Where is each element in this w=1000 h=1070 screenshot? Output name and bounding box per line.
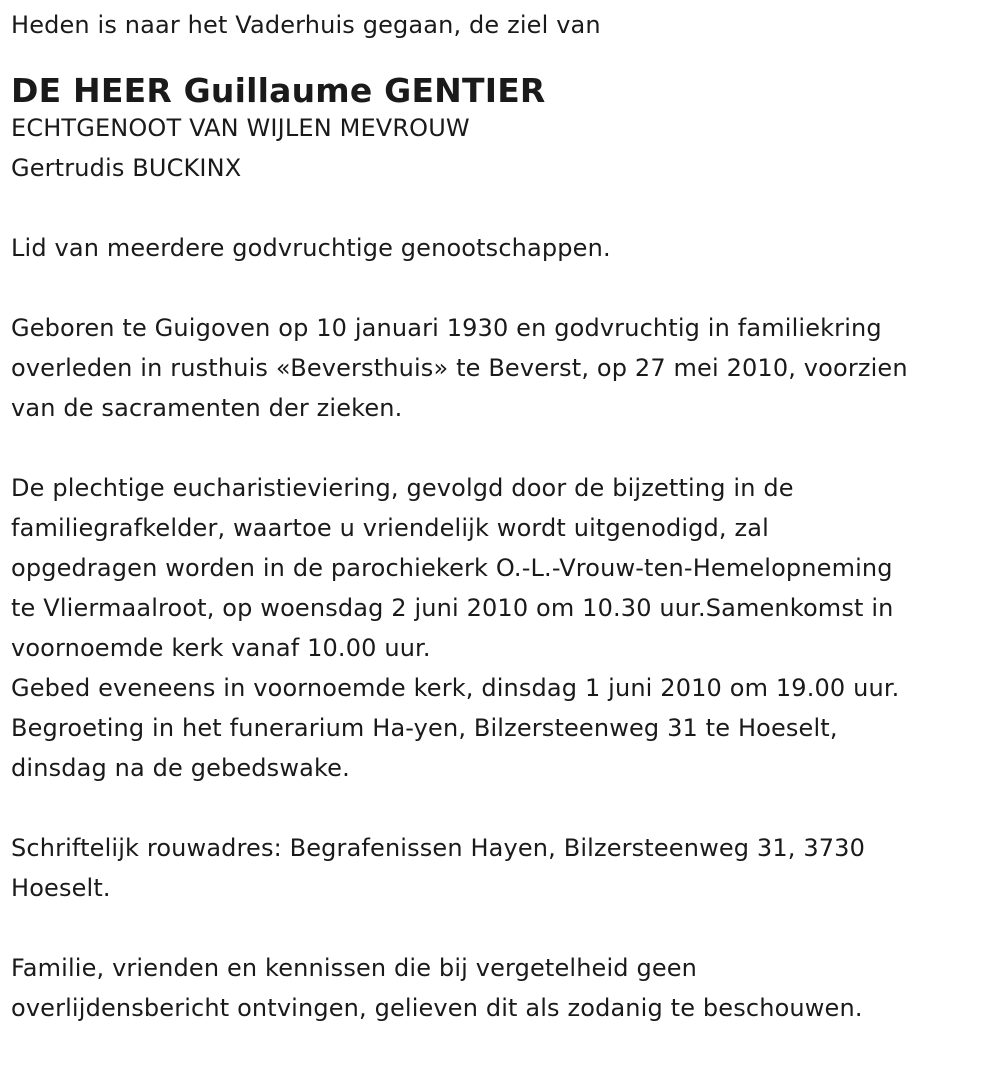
paragraph-line: Familie, vrienden en kennissen die bij vergetelheid geen xyxy=(11,954,698,982)
death-notice xyxy=(11,0,991,1028)
paragraph-line: dinsdag na de gebedswake. xyxy=(11,754,350,782)
deceased-name: DE HEER Guillaume GENTIER xyxy=(11,71,546,110)
paragraph-line: voornoemde kerk vanaf 10.00 uur. xyxy=(11,634,431,662)
paragraph-line: overlijdensbericht ontvingen, gelieven dit als zodanig te beschouwen. xyxy=(11,994,863,1022)
paragraph-line: opgedragen worden in de parochiekerk O.-L.-Vrouw-ten-Hemelopneming xyxy=(11,554,893,582)
paragraph-line: De plechtige eucharistieviering, gevolgd door de bijzetting in de xyxy=(11,474,794,502)
paragraph-line: familiegrafkelder, waartoe u vriendelijk wordt uitgenodigd, zal xyxy=(11,514,769,542)
paragraph-line: Schriftelijk rouwadres: Begrafenissen Hayen, Bilzersteenweg 31, 3730 xyxy=(11,834,865,862)
paragraph-line: Gebed eveneens in voornoemde kerk, dinsdag 1 juni 2010 om 19.00 uur. xyxy=(11,674,900,702)
intro-text: Heden is naar het Vaderhuis gegaan, de ziel van xyxy=(11,11,601,39)
spouse-block xyxy=(11,108,991,188)
paragraph-line: van de sacramenten der zieken. xyxy=(11,394,403,422)
paragraph-line: te Vliermaalroot, op woensdag 2 juni 2010 om 10.30 uur.Samenkomst in xyxy=(11,594,894,622)
ceremony-paragraph xyxy=(11,468,991,788)
paragraph-line: Begroeting in het funerarium Ha-yen, Bilzersteenweg 31 te Hoeselt, xyxy=(11,714,838,742)
spouse-name: Gertrudis BUCKINX xyxy=(11,154,242,182)
address-paragraph xyxy=(11,828,991,908)
membership-text: Lid van meerdere godvruchtige genootschappen. xyxy=(11,234,611,262)
spouse-title: ECHTGENOOT VAN WIJLEN MEVROUW xyxy=(11,114,470,142)
membership-paragraph xyxy=(11,228,991,268)
birth-death-paragraph xyxy=(11,308,991,428)
paragraph-line: overleden in rusthuis «Beversthuis» te Beverst, op 27 mei 2010, voorzien xyxy=(11,354,908,382)
closing-paragraph xyxy=(11,948,991,1028)
paragraph-line: Geboren te Guigoven op 10 januari 1930 en godvruchtig in familiekring xyxy=(11,314,882,342)
paragraph-line: Hoeselt. xyxy=(11,874,111,902)
